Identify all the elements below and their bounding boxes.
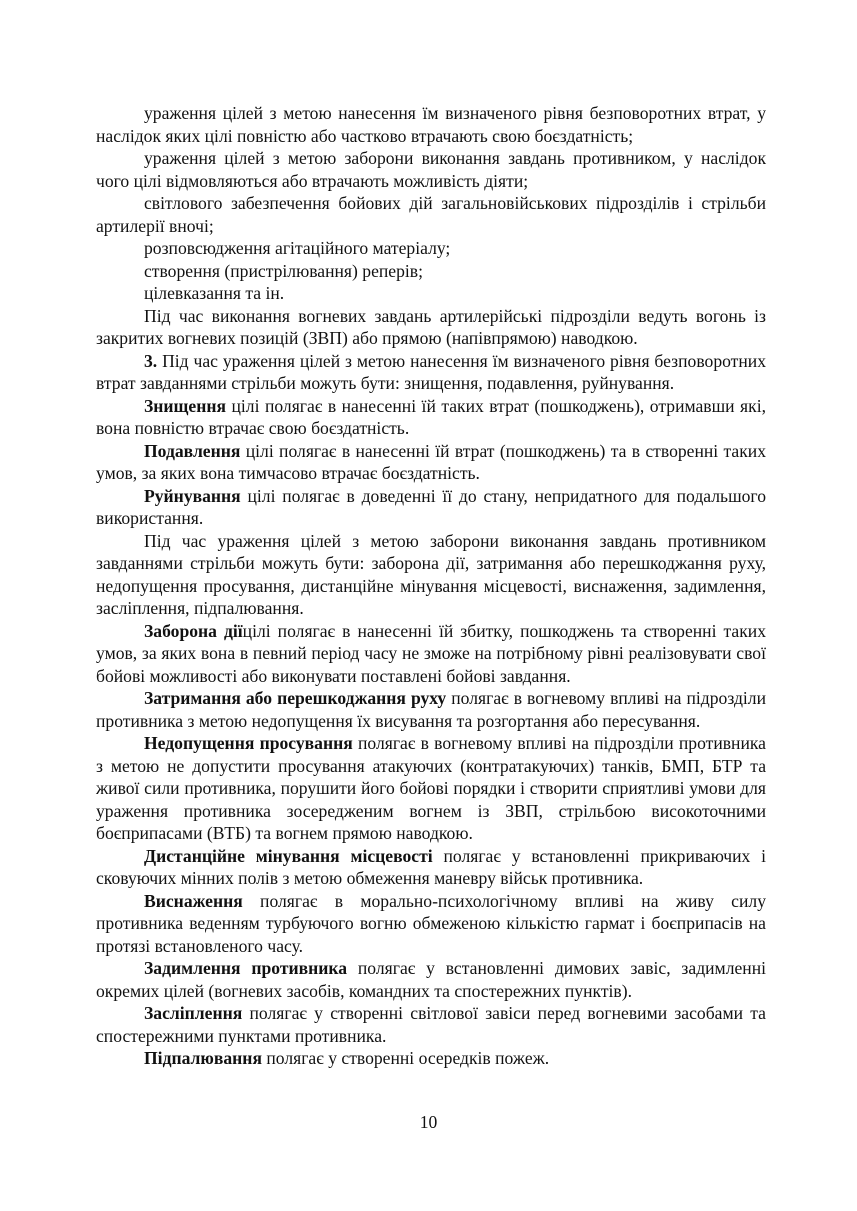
paragraph-text: світлового забезпечення бойових дій загальновійськових підрозділів і стрільби артилерії вночі; <box>96 193 766 236</box>
term-incendiary: Підпалювання <box>144 1048 262 1068</box>
term-blinding: Засліплення <box>144 1003 243 1023</box>
paragraph-text: полягає в вогневому впливі на підрозділи противника з метою не допустити просування атакуючих (контратакуючих) танків, БМП, БТР та живої сили противника, порушити його бойові порядки і створити сприятливі умови для ураження противника зосередженим вогнем із ЗВП, стрільбою високоточними боєприпасами (ВТБ) та вогнем прямою наводкою. <box>96 733 766 843</box>
paragraph-destruction-goal <box>96 102 766 147</box>
paragraph-action-denial <box>96 620 766 688</box>
paragraph-text: цілі полягає в нанесенні їй таких втрат (пошкоджень), отримавши які, вона повністю втрачає свою боєздатність. <box>96 395 766 438</box>
page-number: 10 <box>419 1112 438 1132</box>
term-suppression: Подавлення <box>144 440 241 461</box>
paragraph-movement-delay <box>96 687 766 732</box>
paragraph-annihilation <box>96 395 766 440</box>
term-movement-delay: Затримання або перешкоджання руху <box>144 688 447 708</box>
paragraph-text: цілі полягає в нанесенні їй втрат (пошкоджень) та в створенні таких умов, за яких вона тимчасово втрачає боєздатність. <box>96 440 766 483</box>
term-advance-prevention: Недопущення просування <box>144 733 353 753</box>
paragraph-text: Під час ураження цілей з метою заборони виконання завдань противником завданнями стрільби можуть бути: заборона дії, затримання або перешкоджання руху, недопущення просування, дистанційне мінування місцевості, виснаження, задимлення, засліплення, підпалювання. <box>96 530 766 618</box>
paragraph-section-3 <box>96 350 766 395</box>
paragraph-text: ураження цілей з метою заборони виконання завдань противником, у наслідок чого цілі відмовляються або втрачають можливість діяти; <box>96 148 766 191</box>
paragraph-denial-tasks <box>96 530 766 620</box>
paragraph-suppression <box>96 440 766 485</box>
paragraph-text: полягає у створенні світлової завіси перед вогневими засобами та спостережними пунктами противника. <box>96 1003 766 1046</box>
term-smoke-screening: Задимлення противника <box>144 958 348 978</box>
paragraph-target-designation <box>96 282 766 305</box>
paragraph-exhaustion <box>96 890 766 958</box>
paragraph-remote-mining <box>96 845 766 890</box>
paragraph-text: цілі полягає в доведенні її до стану, непридатного для подальшого використання. <box>96 485 766 528</box>
term-demolition: Руйнування <box>144 485 241 506</box>
section-number: 3. <box>144 350 158 371</box>
paragraph-advance-prevention <box>96 732 766 845</box>
term-action-denial: Заборона дії <box>144 620 243 641</box>
paragraph-incendiary <box>96 1047 766 1070</box>
term-exhaustion: Виснаження <box>144 890 243 911</box>
paragraph-propaganda <box>96 237 766 260</box>
paragraph-blinding <box>96 1002 766 1047</box>
term-annihilation: Знищення <box>144 395 227 416</box>
term-remote-mining: Дистанційне мінування місцевості <box>144 845 433 866</box>
paragraph-text: полягає у встановленні димових завіс, задимленні окремих цілей (вогневих засобів, командних та спостережних пунктів). <box>96 958 766 1001</box>
document-page <box>96 102 766 1070</box>
paragraph-firing-positions <box>96 305 766 350</box>
paragraph-illumination <box>96 192 766 237</box>
paragraph-text: розповсюдження агітаційного матеріалу; <box>144 238 451 258</box>
paragraph-reference-points <box>96 260 766 283</box>
paragraph-text: полягає в вогневому впливі на підрозділи противника з метою недопущення їх висування та розгортання або пересування. <box>96 688 766 731</box>
paragraph-text: створення (пристрілювання) реперів; <box>144 260 423 281</box>
paragraph-text: Під час виконання вогневих завдань артилерійські підрозділи ведуть вогонь із закритих вогневих позицій (ЗВП) або прямою (напівпрямою) наводкою. <box>96 305 766 348</box>
paragraph-smoke-screening <box>96 957 766 1002</box>
paragraph-text: Під час ураження цілей з метою нанесення їм визначеного рівня безповоротних втрат завданнями стрільби можуть бути: знищення, подавлення, руйнування. <box>96 350 766 393</box>
paragraph-text: полягає у встановленні прикриваючих і сковуючих мінних полів з метою обмеження маневру військ противника. <box>96 845 766 888</box>
paragraph-demolition <box>96 485 766 530</box>
paragraph-text: ураження цілей з метою нанесення їм визначеного рівня безповоротних втрат, у наслідок яких цілі повністю або частково втрачають свою боєздатність; <box>96 103 766 146</box>
paragraph-text: цілевказання та ін. <box>144 283 285 303</box>
paragraph-text: полягає у створенні осередків пожеж. <box>261 1048 550 1068</box>
paragraph-text: полягає в морально-психологічному впливі на живу силу противника веденням турбуючого вогню обмеженою кількістю гармат і боєприпасів на протязі встановленого часу. <box>96 890 766 956</box>
paragraph-denial-goal <box>96 147 766 192</box>
paragraph-text: цілі полягає в нанесенні їй збитку, пошкоджень та створенні таких умов, за яких вона в певний період часу не зможе на потрібному рівні реалізовувати свої бойові можливості або виконувати поставлені бойові завдання. <box>96 620 766 686</box>
